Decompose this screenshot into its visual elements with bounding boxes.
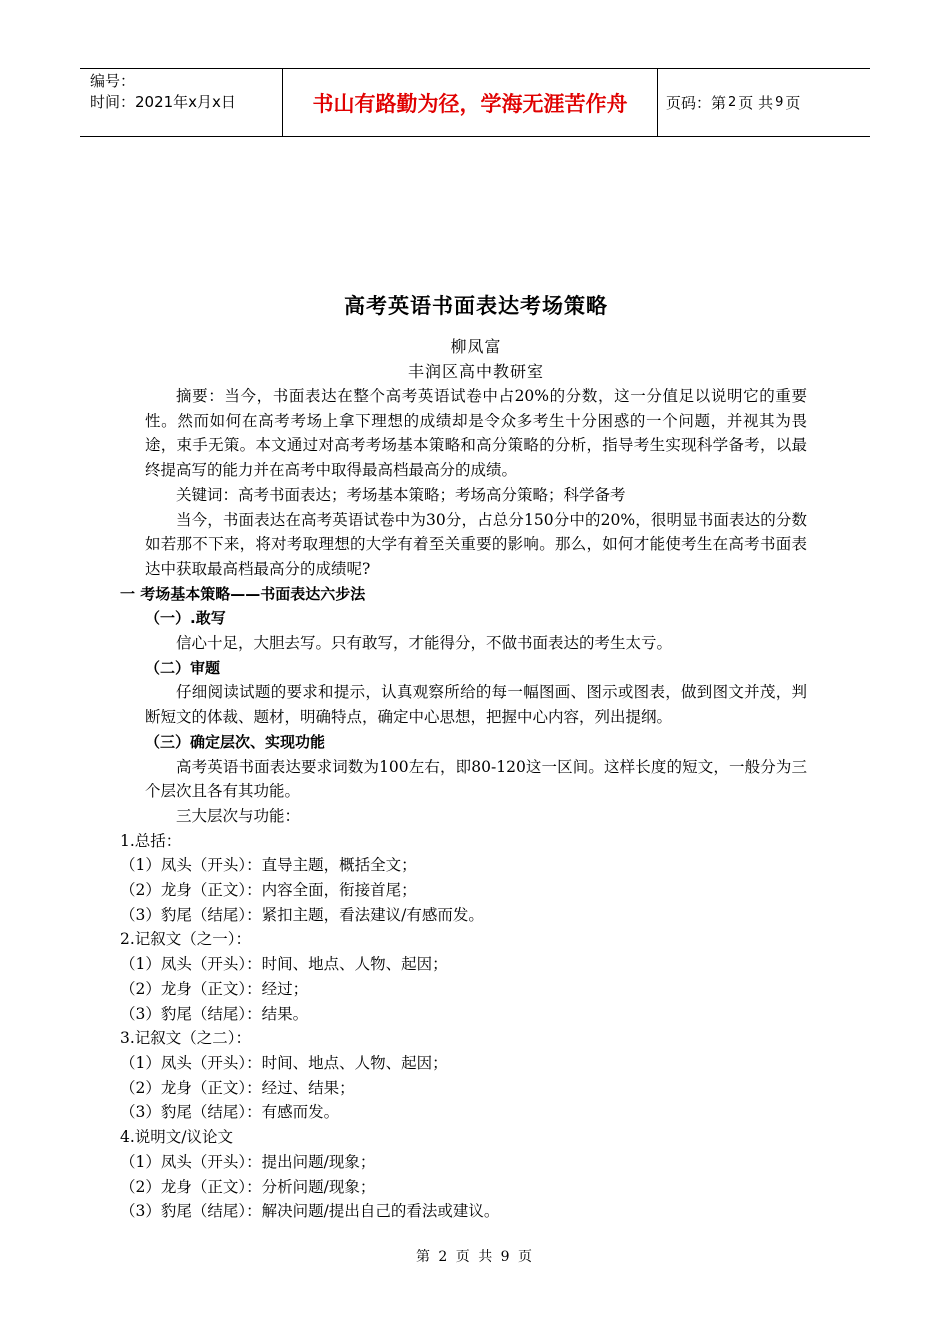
header-time-label: 时间：2021年x月x日: [90, 93, 236, 111]
header-page-mid: 页 共: [738, 94, 774, 112]
header-meta: [80, 69, 282, 136]
group-item: （2）龙身（正文）：经过；: [120, 979, 309, 998]
group-item: （3）豹尾（结尾）：有感而发。: [120, 1103, 340, 1122]
header-page-total: 9: [775, 95, 784, 110]
group-item: （3）豹尾（结尾）：解决问题/提出自己的看法或建议。: [120, 1202, 500, 1221]
group-item: （1）凤头（开头）：直导主题，概括全文；: [120, 856, 417, 875]
header-page-info: [658, 69, 870, 136]
group-item: （1）凤头（开头）：时间、地点、人物、起因；: [120, 1053, 448, 1072]
group-item: （2）龙身（正文）：分析问题/现象；: [120, 1177, 376, 1196]
subsection-heading: （三）确定层次、实现功能: [145, 732, 326, 751]
subsection-heading: （二）审题: [145, 658, 221, 677]
abstract-paragraph: 摘要：当今，书面表达在整个高考英语试卷中占20%的分数，这一分值足以说明它的重要性。然而如何在高考考场上拿下理想的成绩却是令众多考生十分困惑的一个问题，并视其为畏途，束手无策。本文通过对高考考场基本策略和高分策略的分析，指导考生实现科学备考，以最终提高写的能力并在高考中取得最高档最高分的成绩。: [145, 387, 807, 480]
page-footer: 第 2 页 共 9 页: [415, 1249, 535, 1265]
group-title: 3.记叙文（之二）：: [120, 1029, 252, 1048]
intro-paragraph: 当今，书面表达在高考英语试卷中为30分，占总分150分中的20%，很明显书面表达的分数如若那不下来，将对考取理想的大学有着至关重要的影响。那么，如何才能使考生在高考书面表达中获取最高档最高分的成绩呢?: [145, 510, 807, 578]
group-item: （3）豹尾（结尾）：紧扣主题，看法建议/有感而发。: [120, 905, 484, 924]
group-item: （1）凤头（开头）：时间、地点、人物、起因；: [120, 955, 448, 974]
group-item: （1）凤头（开头）：提出问题/现象；: [120, 1152, 376, 1171]
header-page-suffix: 页: [785, 94, 801, 112]
subsection-heading: （一）.敢写: [145, 609, 226, 628]
keywords-paragraph: 关键词：高考书面表达；考场基本策略；考场高分策略；科学备考: [176, 485, 626, 504]
levels-intro: 三大层次与功能：: [176, 806, 301, 825]
header-motto: 书山有路勤为径，学海无涯苦作舟: [282, 69, 658, 136]
header-page-current: 2: [728, 95, 737, 110]
group-title: 4.说明文/议论文: [120, 1128, 234, 1147]
group-item: （3）豹尾（结尾）：结果。: [120, 1004, 309, 1023]
article-title: 高考英语书面表达考场策略: [344, 294, 608, 318]
subsection-paragraph: 高考英语书面表达要求词数为100左右，即80-120这一区间。这样长度的短文，一般分为三个层次且各有其功能。: [145, 757, 807, 801]
subsection-paragraph: 信心十足，大胆去写。只有敢写，才能得分，不做书面表达的考生太亏。: [176, 634, 673, 653]
article-author: 柳凤富: [450, 337, 502, 356]
header-number-label: 编号：: [90, 72, 136, 90]
group-title: 2.记叙文（之一）：: [120, 930, 252, 949]
subsection-paragraph: 仔细阅读试题的要求和提示，认真观察所给的每一幅图画、图示或图表，做到图文并茂，判断短文的体裁、题材，明确特点，确定中心思想，把握中心内容，列出提纲。: [145, 683, 807, 727]
page-header: [80, 68, 870, 137]
group-item: （2）龙身（正文）：内容全面，衔接首尾；: [120, 881, 417, 900]
article-organization: 丰润区高中教研室: [407, 362, 544, 381]
section-heading: 一 考场基本策略——书面表达六步法: [120, 584, 366, 603]
group-item: （2）龙身（正文）：经过、结果；: [120, 1078, 355, 1097]
article-body: [120, 290, 807, 1224]
header-page-prefix: 页码：第: [666, 94, 727, 112]
group-title: 1.总括：: [120, 831, 182, 850]
